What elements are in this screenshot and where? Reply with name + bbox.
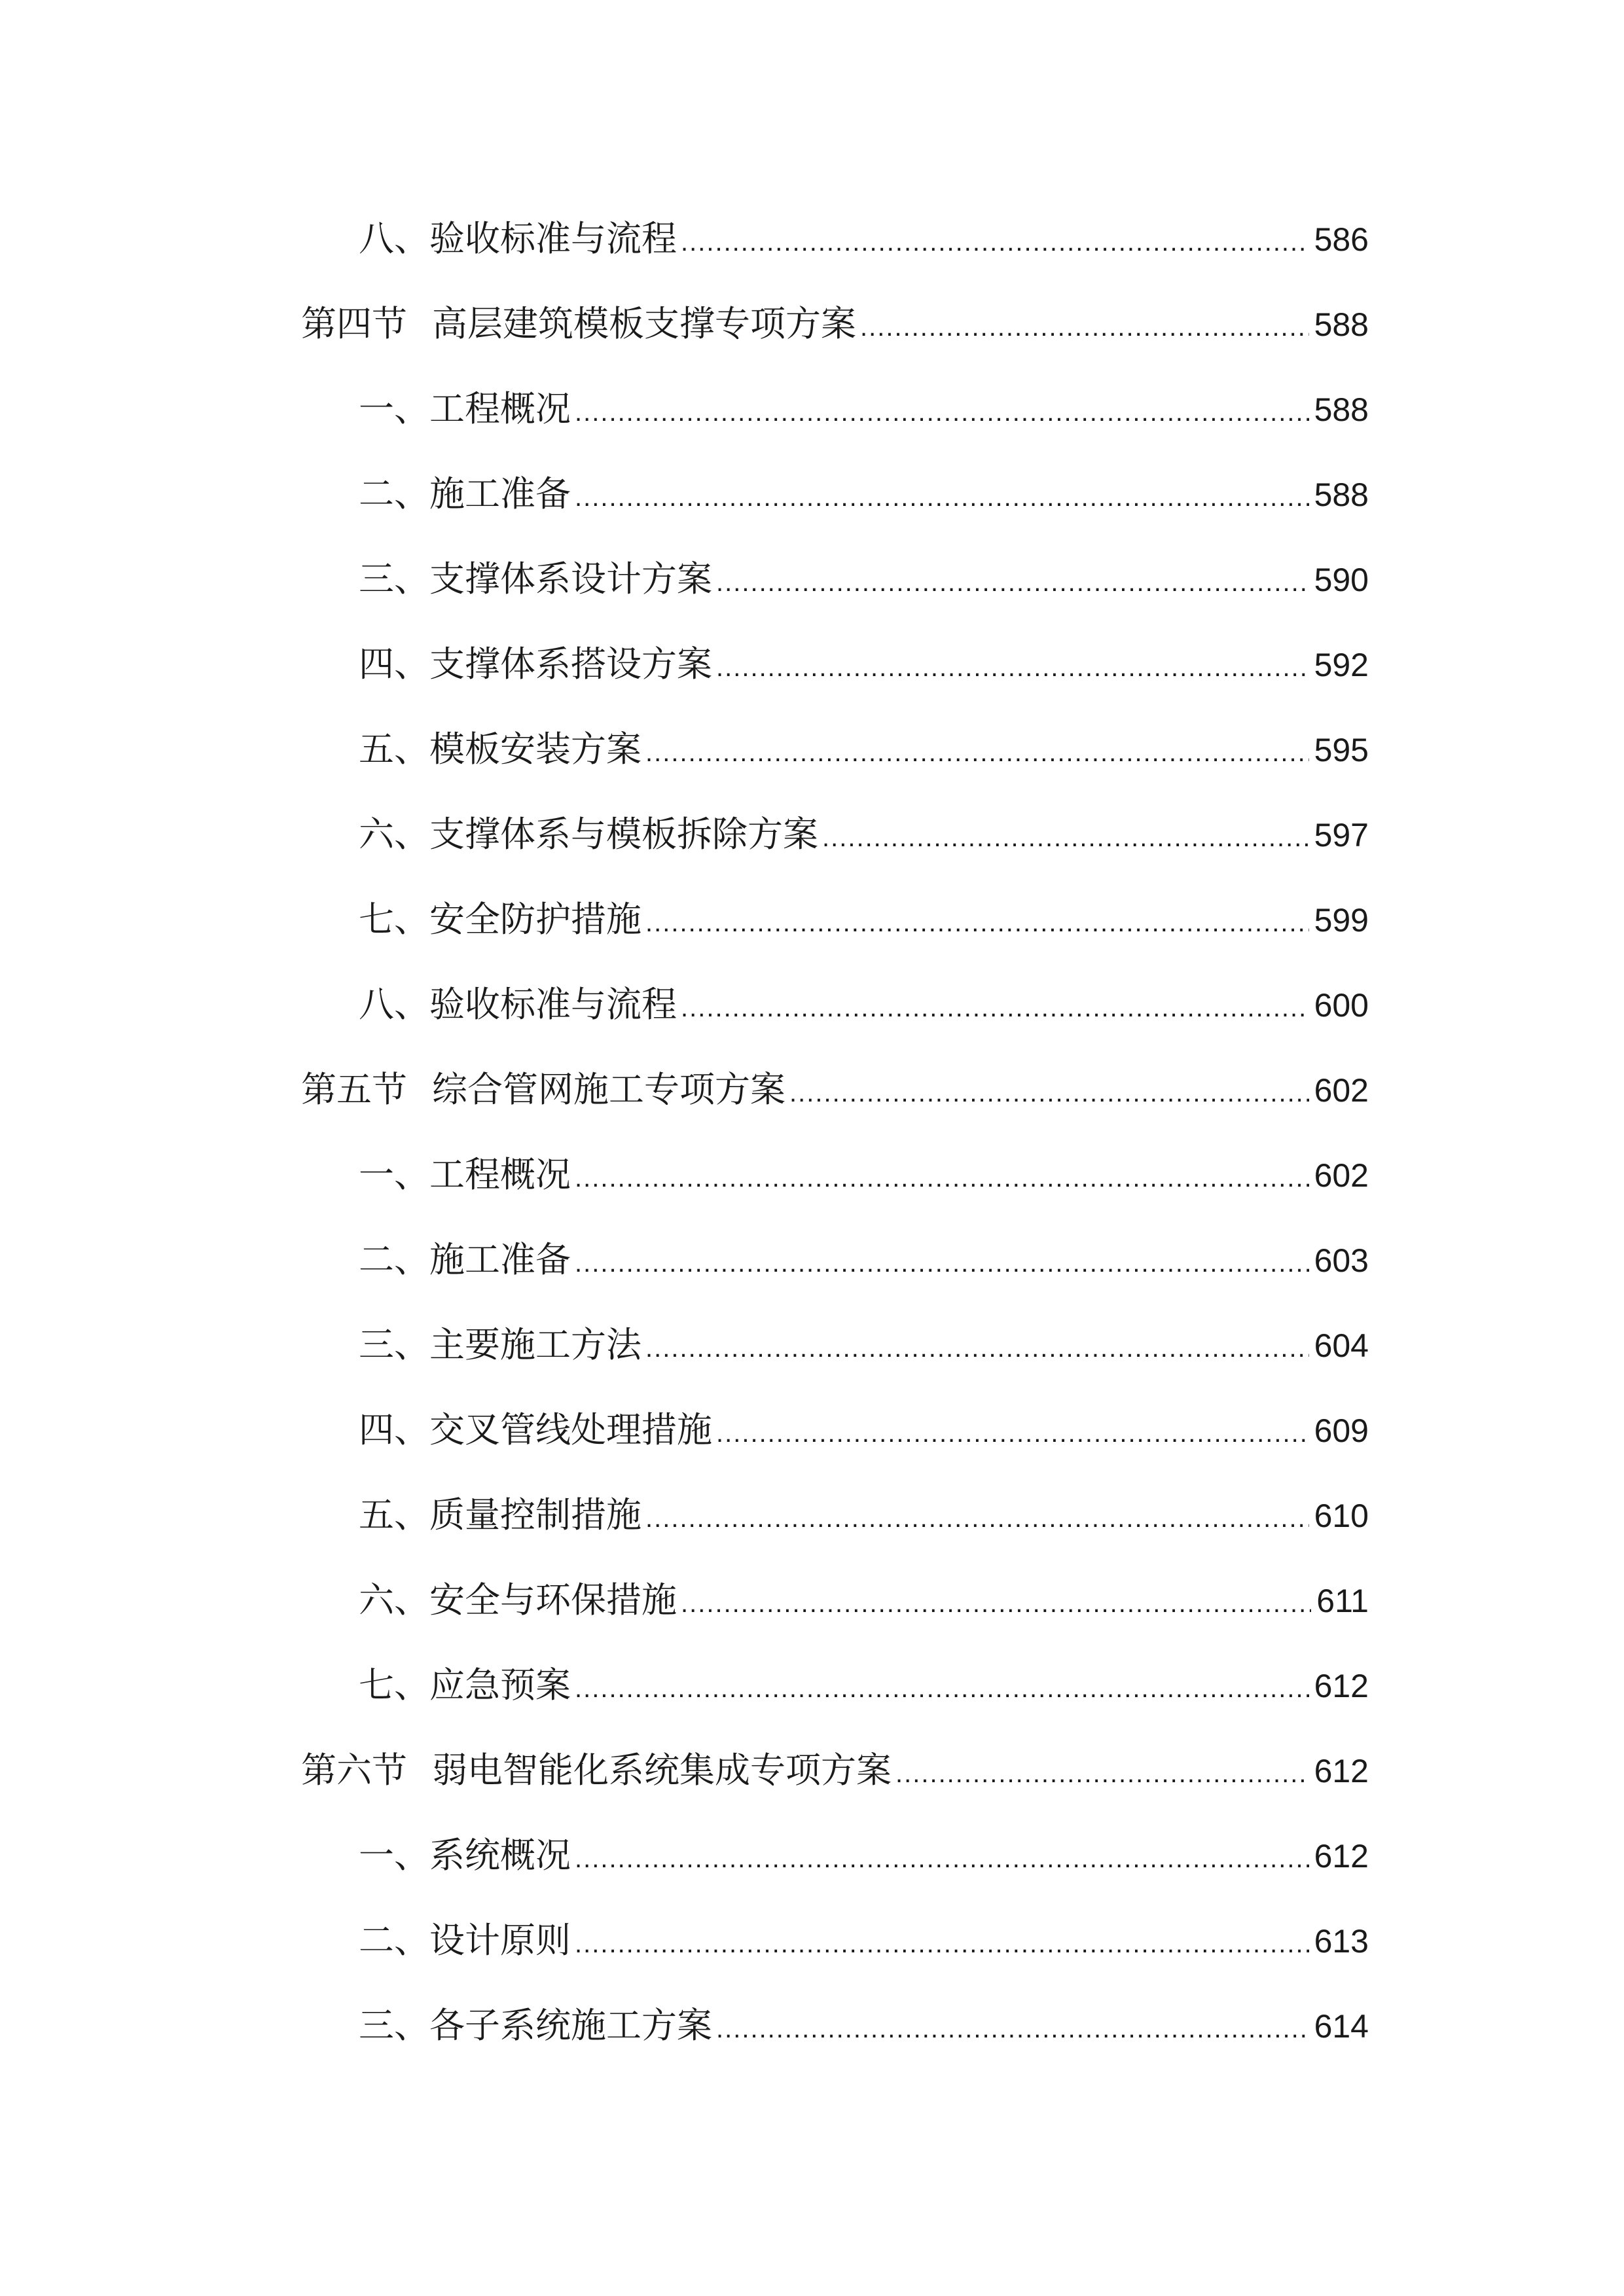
page-number: 604	[1314, 1327, 1369, 1364]
dot-leader	[716, 641, 1309, 694]
page-number: 595	[1314, 732, 1369, 768]
toc-entry-section-4-2[interactable]	[359, 468, 1369, 520]
toc-entry-section-4-8-prev[interactable]	[359, 213, 1369, 265]
entry-title: 高层建筑模板支撑专项方案	[432, 303, 856, 344]
dot-leader	[575, 1833, 1309, 1885]
page-number: 590	[1314, 562, 1369, 598]
dot-leader	[895, 1748, 1309, 1800]
entry-prefix: 五、	[359, 728, 429, 770]
toc-entry-section-5-6[interactable]	[359, 1574, 1369, 1626]
entry-title: 各子系统施工方案	[429, 2005, 712, 2046]
dot-leader	[789, 1067, 1309, 1119]
entry-prefix: 六、	[359, 1579, 429, 1621]
page-number: 612	[1314, 1838, 1369, 1874]
dot-leader	[645, 1492, 1309, 1545]
dot-leader	[575, 386, 1309, 439]
entry-prefix: 八、	[359, 218, 429, 259]
page-number: 611	[1316, 1583, 1369, 1619]
entry-title: 交叉管线处理措施	[429, 1409, 712, 1450]
toc-entry-section-5-4[interactable]	[359, 1404, 1369, 1456]
toc-entry-section-4-8[interactable]	[359, 978, 1369, 1031]
page-number: 612	[1314, 1668, 1369, 1704]
toc-entry-section-6-3[interactable]	[359, 2000, 1369, 2052]
toc-entry-section-4-6[interactable]	[359, 808, 1369, 861]
page-number: 609	[1314, 1412, 1369, 1449]
page-number: 586	[1314, 221, 1369, 258]
dot-leader	[575, 1662, 1309, 1715]
entry-prefix: 第四节	[301, 303, 407, 344]
page-number: 614	[1314, 2008, 1369, 2045]
page-number: 588	[1314, 306, 1369, 343]
entry-title: 施工准备	[429, 473, 571, 514]
entry-prefix: 一、	[359, 1154, 429, 1195]
toc-entry-section-6-2[interactable]	[359, 1914, 1369, 1967]
toc-entry-section-4-3[interactable]	[359, 553, 1369, 605]
page-number: 602	[1314, 1072, 1369, 1109]
toc-entry-section-5-3[interactable]	[359, 1319, 1369, 1371]
dot-leader	[575, 1152, 1309, 1204]
page-number: 610	[1314, 1498, 1369, 1534]
entry-title: 主要施工方法	[429, 1324, 641, 1365]
entry-title: 验收标准与流程	[429, 218, 677, 259]
page-number: 602	[1314, 1157, 1369, 1194]
entry-title: 系统概况	[429, 1835, 571, 1876]
toc-entry-section-4[interactable]	[301, 298, 1369, 350]
toc-entry-section-4-4[interactable]	[359, 638, 1369, 691]
entry-prefix: 一、	[359, 1835, 429, 1876]
entry-title: 质量控制措施	[429, 1494, 641, 1535]
entry-prefix: 八、	[359, 984, 429, 1025]
page-number: 588	[1314, 476, 1369, 513]
toc-entry-section-4-5[interactable]	[359, 723, 1369, 776]
dot-leader	[575, 471, 1309, 524]
entry-title: 安全防护措施	[429, 899, 641, 940]
entry-prefix: 二、	[359, 473, 429, 514]
entry-prefix: 七、	[359, 1664, 429, 1706]
entry-prefix: 一、	[359, 388, 429, 429]
dot-leader	[575, 1237, 1309, 1289]
page-number: 588	[1314, 391, 1369, 428]
entry-title: 弱电智能化系统集成专项方案	[432, 1749, 892, 1791]
toc-entry-section-5-7[interactable]	[359, 1659, 1369, 1712]
dot-leader	[645, 1322, 1309, 1374]
dot-leader	[822, 812, 1309, 864]
entry-prefix: 四、	[359, 1409, 429, 1450]
toc-entry-section-6[interactable]	[301, 1744, 1369, 1797]
toc-entry-section-5-5[interactable]	[359, 1489, 1369, 1541]
entry-title: 模板安装方案	[429, 728, 641, 770]
toc-entry-section-5-1[interactable]	[359, 1149, 1369, 1201]
entry-prefix: 二、	[359, 1920, 429, 1961]
entry-title: 设计原则	[429, 1920, 571, 1961]
dot-leader	[716, 556, 1309, 609]
page-number: 613	[1314, 1923, 1369, 1960]
entry-prefix: 三、	[359, 1324, 429, 1365]
toc-entry-section-4-1[interactable]	[359, 383, 1369, 435]
dot-leader	[716, 1407, 1309, 1460]
entry-prefix: 六、	[359, 814, 429, 855]
dot-leader	[575, 1918, 1309, 1970]
toc-entry-section-5[interactable]	[301, 1064, 1369, 1116]
dot-leader	[645, 897, 1309, 949]
entry-title: 综合管网施工专项方案	[432, 1069, 785, 1110]
dot-leader	[716, 2003, 1309, 2055]
entry-title: 验收标准与流程	[429, 984, 677, 1025]
toc-entry-section-5-2[interactable]	[359, 1234, 1369, 1286]
dot-leader	[645, 726, 1309, 779]
toc-entry-section-4-7[interactable]	[359, 893, 1369, 946]
entry-title: 工程概况	[429, 1154, 571, 1195]
entry-prefix: 三、	[359, 2005, 429, 2046]
entry-title: 工程概况	[429, 388, 571, 429]
page-number: 599	[1314, 902, 1369, 939]
entry-prefix: 四、	[359, 643, 429, 685]
entry-title: 施工准备	[429, 1239, 571, 1280]
entry-prefix: 第五节	[301, 1069, 407, 1110]
entry-prefix: 七、	[359, 899, 429, 940]
entry-prefix: 二、	[359, 1239, 429, 1280]
entry-prefix: 第六节	[301, 1749, 407, 1791]
dot-leader	[681, 1577, 1311, 1630]
dot-leader	[681, 982, 1309, 1034]
entry-title: 支撑体系与模板拆除方案	[429, 814, 818, 855]
entry-title: 支撑体系设计方案	[429, 558, 712, 600]
page-number: 597	[1314, 817, 1369, 853]
page-number: 592	[1314, 647, 1369, 683]
entry-prefix: 三、	[359, 558, 429, 600]
dot-leader	[860, 301, 1309, 353]
entry-title: 支撑体系搭设方案	[429, 643, 712, 685]
page-number: 600	[1314, 987, 1369, 1024]
page-number: 612	[1314, 1753, 1369, 1789]
toc-entry-section-6-1[interactable]	[359, 1829, 1369, 1882]
entry-prefix: 五、	[359, 1494, 429, 1535]
entry-title: 安全与环保措施	[429, 1579, 677, 1621]
page-number: 603	[1314, 1242, 1369, 1279]
entry-title: 应急预案	[429, 1664, 571, 1706]
dot-leader	[681, 216, 1309, 268]
